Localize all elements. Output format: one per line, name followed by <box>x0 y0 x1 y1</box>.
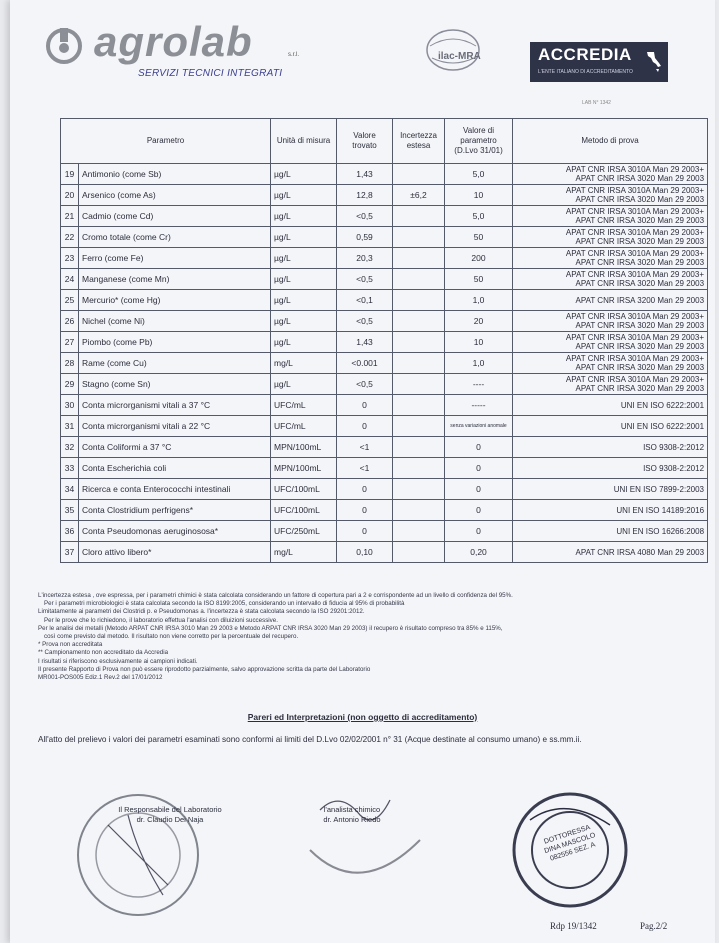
limit-cell: ----- <box>445 395 513 416</box>
parameter-cell: Manganese (come Mn) <box>79 269 271 290</box>
uncertainty-cell <box>393 521 445 542</box>
table-row <box>61 395 708 416</box>
unit-cell: µg/L <box>271 290 337 311</box>
parameter-cell: Mercurio* (come Hg) <box>79 290 271 311</box>
col-header-unita: Unità di misura <box>271 119 337 164</box>
ilac-label: ilac-MRA <box>438 51 481 62</box>
value-cell: 20,3 <box>337 248 393 269</box>
note-line: Per le prove che lo richiedono, il laboratorio effettua l'analisi con diluizioni successive. <box>44 616 278 624</box>
method-line: UNI EN ISO 14189:2016 <box>616 505 705 515</box>
value-cell: <0,5 <box>337 374 393 395</box>
row-number-cell: 32 <box>61 437 79 458</box>
uncertainty-cell <box>393 311 445 332</box>
logo-subtitle: SERVIZI TECNICI INTEGRATI <box>138 68 283 79</box>
logo-wordmark: agrolab <box>94 18 253 65</box>
note-line: I risultati si riferiscono esclusivamente ai campioni indicati. <box>38 657 198 665</box>
note-line: L'incertezza estesa , ove espressa, per i parametri chimici è stata calcolata considerando un fattore di copertura pari a 2 e corrispondente ad un livello di confidenza del 95%. <box>38 592 513 599</box>
table-row <box>61 416 708 437</box>
method-line: APAT CNR IRSA 3020 Man 29 2003 <box>575 384 705 393</box>
method-cell <box>513 479 708 500</box>
value-cell: 12,8 <box>337 185 393 206</box>
limit-cell: 1,0 <box>445 353 513 374</box>
method-cell <box>513 185 708 206</box>
method-cell <box>513 395 708 416</box>
row-number-cell: 23 <box>61 248 79 269</box>
row-number-cell: 37 <box>61 542 79 563</box>
table-row <box>61 479 708 500</box>
parameter-cell: Conta Clostridium perfrigens* <box>79 500 271 521</box>
unit-cell: µg/L <box>271 248 337 269</box>
parameter-cell: Cromo totale (come Cr) <box>79 227 271 248</box>
table-row <box>61 248 708 269</box>
method-cell <box>513 437 708 458</box>
note-line: così come previsto dal metodo. Il risultato non viene corretto per la percentuale del recupero. <box>44 633 299 641</box>
method-line: APAT CNR IRSA 3020 Man 29 2003 <box>575 237 705 246</box>
uncertainty-cell <box>393 353 445 374</box>
unit-cell: µg/L <box>271 185 337 206</box>
method-cell <box>513 521 708 542</box>
row-number-cell: 30 <box>61 395 79 416</box>
uncertainty-cell: ±6,2 <box>393 185 445 206</box>
parameter-cell: Rame (come Cu) <box>79 353 271 374</box>
stamp-text: DOTTORESSA DINA MASCOLO 082556 SEZ. A <box>543 824 597 863</box>
table-row <box>61 374 708 395</box>
method-line: UNI EN ISO 16266:2008 <box>616 526 705 536</box>
method-line: APAT CNR IRSA 3020 Man 29 2003 <box>575 216 705 225</box>
row-number-cell: 28 <box>61 353 79 374</box>
lab-number: LAB N° 1342 <box>582 100 611 106</box>
report-notes <box>38 592 698 682</box>
uncertainty-cell <box>393 290 445 311</box>
unit-cell: mg/L <box>271 542 337 563</box>
agrolab-emblem-icon <box>42 22 90 70</box>
uncertainty-cell <box>393 479 445 500</box>
table-row <box>61 353 708 374</box>
note-line: Limitatamente ai parametri dei Clostridi p. e Pseudomonas a. l'incertezza è stata calcolata secondo la ISO 29201:2012. <box>38 608 365 616</box>
report-page <box>10 0 715 943</box>
parameter-cell: Stagno (come Sn) <box>79 374 271 395</box>
method-line: APAT CNR IRSA 3020 Man 29 2003 <box>575 174 705 183</box>
limit-cell: ---- <box>445 374 513 395</box>
limit-cell: 10 <box>445 185 513 206</box>
uncertainty-cell <box>393 332 445 353</box>
parameter-cell: Cloro attivo libero* <box>79 542 271 563</box>
accredia-subtitle: L'ENTE ITALIANO DI ACCREDITAMENTO <box>538 69 633 75</box>
uncertainty-cell <box>393 164 445 185</box>
method-cell <box>513 500 708 521</box>
uncertainty-cell <box>393 227 445 248</box>
parameter-cell: Nichel (come Ni) <box>79 311 271 332</box>
method-cell <box>513 353 708 374</box>
unit-cell: MPN/100mL <box>271 437 337 458</box>
limit-cell: 5,0 <box>445 206 513 227</box>
method-line: APAT CNR IRSA 3010A Man 29 2003+ <box>565 333 705 342</box>
method-cell <box>513 227 708 248</box>
value-cell: <0,5 <box>337 269 393 290</box>
table-row <box>61 290 708 311</box>
analyst-name: dr. Antonio Riedo <box>323 815 381 824</box>
value-cell: 0 <box>337 521 393 542</box>
table-row <box>61 500 708 521</box>
unit-cell: µg/L <box>271 164 337 185</box>
col-header-metodo: Metodo di prova <box>513 119 708 164</box>
col-header-parametro: Parametro <box>61 119 271 164</box>
method-line: APAT CNR IRSA 3020 Man 29 2003 <box>575 279 705 288</box>
table-row <box>61 458 708 479</box>
method-cell <box>513 290 708 311</box>
parameter-cell: Ricerca e conta Enterococchi intestinali <box>79 479 271 500</box>
method-cell <box>513 374 708 395</box>
row-number-cell: 24 <box>61 269 79 290</box>
note-line: Per le analisi dei metalli (Metodo ARPAT CNR IRSA 3010 Man 29 2003 e Metodo ARPAT CNR IRSA 3020 Man 29 2003) il recupero è risultato compreso tra 85% e 115%, <box>38 624 503 632</box>
value-cell: 0 <box>337 479 393 500</box>
row-number-cell: 20 <box>61 185 79 206</box>
method-cell <box>513 164 708 185</box>
accredia-logo <box>530 42 668 82</box>
table-row <box>61 437 708 458</box>
uncertainty-cell <box>393 395 445 416</box>
unit-cell: MPN/100mL <box>271 458 337 479</box>
note-line: ** Campionamento non accreditato da Accredia <box>38 649 169 657</box>
parameter-cell: Piombo (come Pb) <box>79 332 271 353</box>
parameter-cell: Conta Coliformi a 37 °C <box>79 437 271 458</box>
unit-cell: UFC/250mL <box>271 521 337 542</box>
limit-cell: 10 <box>445 332 513 353</box>
table-row <box>61 206 708 227</box>
table-row <box>61 227 708 248</box>
pareri-text: All'atto del prelievo i valori dei parametri esaminati sono conformi ai limiti del D.Lvo 02/02/2001 n° 31 (Acque destinate al consumo umano) e ss.mm.ii. <box>38 735 582 744</box>
method-line: APAT CNR IRSA 3010A Man 29 2003+ <box>565 165 705 174</box>
row-number-cell: 36 <box>61 521 79 542</box>
row-number-cell: 29 <box>61 374 79 395</box>
method-cell <box>513 542 708 563</box>
unit-cell: µg/L <box>271 269 337 290</box>
method-line: APAT CNR IRSA 3020 Man 29 2003 <box>575 363 705 372</box>
method-line: UNI EN ISO 6222:2001 <box>620 421 705 431</box>
parameter-cell: Conta Escherichia coli <box>79 458 271 479</box>
row-number-cell: 25 <box>61 290 79 311</box>
analyst-signature-block <box>292 805 412 825</box>
parameter-cell: Conta microrganismi vitali a 37 °C <box>79 395 271 416</box>
limit-cell: 0 <box>445 437 513 458</box>
logo-suffix: s.r.l. <box>288 52 300 58</box>
table-body <box>61 164 708 563</box>
table-row <box>61 311 708 332</box>
col-header-incertezza: Incertezza estesa <box>393 119 445 164</box>
page-number: Pag.2/2 <box>640 921 668 931</box>
col-header-limite: Valore di parametro (D.Lvo 31/01) <box>445 119 513 164</box>
method-cell <box>513 458 708 479</box>
parameter-cell: Conta microrganismi vitali a 22 °C <box>79 416 271 437</box>
uncertainty-cell <box>393 458 445 479</box>
parameter-cell: Conta Pseudomonas aeruginososa* <box>79 521 271 542</box>
method-line: APAT CNR IRSA 3200 Man 29 2003 <box>575 295 705 305</box>
unit-cell: UFC/100mL <box>271 479 337 500</box>
accredia-name: ACCREDIA <box>538 45 632 64</box>
limit-cell: 0 <box>445 479 513 500</box>
unit-cell: mg/L <box>271 353 337 374</box>
uncertainty-cell <box>393 248 445 269</box>
unit-cell: µg/L <box>271 374 337 395</box>
limit-cell: 200 <box>445 248 513 269</box>
table-row <box>61 521 708 542</box>
table-row <box>61 332 708 353</box>
report-code: Rdp 19/1342 <box>550 921 597 931</box>
value-cell: 0 <box>337 395 393 416</box>
value-cell: <1 <box>337 437 393 458</box>
responsabile-name: dr. Claudio Dei Naja <box>136 815 204 824</box>
value-cell: 0 <box>337 416 393 437</box>
value-cell: 1,43 <box>337 164 393 185</box>
method-cell <box>513 248 708 269</box>
method-line: APAT CNR IRSA 3010A Man 29 2003+ <box>565 354 705 363</box>
limit-cell: 50 <box>445 227 513 248</box>
method-line: UNI EN ISO 7899-2:2003 <box>613 484 705 494</box>
parameter-cell: Arsenico (come As) <box>79 185 271 206</box>
limit-cell: senza variazioni anomale <box>445 416 513 437</box>
limit-cell: 0 <box>445 500 513 521</box>
value-cell: <0,5 <box>337 206 393 227</box>
parameter-cell: Ferro (come Fe) <box>79 248 271 269</box>
note-line: MR001-POS005 Ediz.1 Rev.2 del 17/01/2012 <box>38 674 163 682</box>
row-number-cell: 26 <box>61 311 79 332</box>
table-header-row <box>61 119 708 164</box>
table-row <box>61 542 708 563</box>
agrolab-logo <box>42 18 312 82</box>
note-line: * Prova non accreditata <box>38 641 103 649</box>
method-line: UNI EN ISO 6222:2001 <box>620 400 705 410</box>
method-line: ISO 9308-2:2012 <box>643 463 705 473</box>
uncertainty-cell <box>393 269 445 290</box>
uncertainty-cell <box>393 500 445 521</box>
uncertainty-cell <box>393 206 445 227</box>
unit-cell: µg/L <box>271 311 337 332</box>
row-number-cell: 35 <box>61 500 79 521</box>
unit-cell: µg/L <box>271 206 337 227</box>
method-cell <box>513 311 708 332</box>
analyst-title: l'analista chimico <box>323 805 381 814</box>
method-line: APAT CNR IRSA 3010A Man 29 2003+ <box>565 312 705 321</box>
limit-cell: 50 <box>445 269 513 290</box>
method-line: APAT CNR IRSA 3010A Man 29 2003+ <box>565 270 705 279</box>
value-cell: 0,59 <box>337 227 393 248</box>
parameter-cell: Cadmio (come Cd) <box>79 206 271 227</box>
responsabile-signature-block <box>90 805 250 825</box>
method-cell <box>513 269 708 290</box>
value-cell: <0,1 <box>337 290 393 311</box>
method-line: APAT CNR IRSA 3020 Man 29 2003 <box>575 342 705 351</box>
limit-cell: 0 <box>445 458 513 479</box>
pareri-title: Pareri ed Interpretazioni (non oggetto di accreditamento) <box>247 712 478 722</box>
row-number-cell: 22 <box>61 227 79 248</box>
note-line: Il presente Rapporto di Prova non può essere riprodotto parzialmente, salvo approvazione scritta da parte del Laboratorio <box>38 665 371 673</box>
table-row <box>61 269 708 290</box>
value-cell: <0.001 <box>337 353 393 374</box>
responsabile-title: Il Responsabile del Laboratorio <box>118 805 222 814</box>
value-cell: 0 <box>337 500 393 521</box>
limit-cell: 1,0 <box>445 290 513 311</box>
unit-cell: UFC/100mL <box>271 500 337 521</box>
value-cell: 0,10 <box>337 542 393 563</box>
method-cell <box>513 206 708 227</box>
italy-map-icon <box>644 50 662 74</box>
method-line: APAT CNR IRSA 3010A Man 29 2003+ <box>565 375 705 384</box>
method-line: APAT CNR IRSA 3010A Man 29 2003+ <box>565 249 705 258</box>
results-table <box>60 118 708 563</box>
unit-cell: µg/L <box>271 332 337 353</box>
limit-cell: 0,20 <box>445 542 513 563</box>
value-cell: 1,43 <box>337 332 393 353</box>
value-cell: <0,5 <box>337 311 393 332</box>
value-cell: <1 <box>337 458 393 479</box>
uncertainty-cell <box>393 437 445 458</box>
method-line: APAT CNR IRSA 3010A Man 29 2003+ <box>565 207 705 216</box>
parameter-cell: Antimonio (come Sb) <box>79 164 271 185</box>
row-number-cell: 34 <box>61 479 79 500</box>
table-row <box>61 185 708 206</box>
method-line: APAT CNR IRSA 3010A Man 29 2003+ <box>565 228 705 237</box>
row-number-cell: 27 <box>61 332 79 353</box>
method-line: APAT CNR IRSA 3020 Man 29 2003 <box>575 321 705 330</box>
method-line: APAT CNR IRSA 3020 Man 29 2003 <box>575 258 705 267</box>
limit-cell: 5,0 <box>445 164 513 185</box>
row-number-cell: 21 <box>61 206 79 227</box>
row-number-cell: 19 <box>61 164 79 185</box>
report-header <box>10 0 715 110</box>
table-row <box>61 164 708 185</box>
uncertainty-cell <box>393 416 445 437</box>
method-cell <box>513 332 708 353</box>
col-header-valore: Valore trovato <box>337 119 393 164</box>
limit-cell: 0 <box>445 521 513 542</box>
unit-cell: µg/L <box>271 227 337 248</box>
row-number-cell: 33 <box>61 458 79 479</box>
row-number-cell: 31 <box>61 416 79 437</box>
method-line: APAT CNR IRSA 3020 Man 29 2003 <box>575 195 705 204</box>
method-line: APAT CNR IRSA 4080 Man 29 2003 <box>575 547 705 557</box>
method-line: ISO 9308-2:2012 <box>643 442 705 452</box>
unit-cell: UFC/mL <box>271 416 337 437</box>
limit-cell: 20 <box>445 311 513 332</box>
method-line: APAT CNR IRSA 3010A Man 29 2003+ <box>565 186 705 195</box>
note-line: Per i parametri microbiologici è stata calcolata secondo la ISO 8199:2005, considerando un intervallo di fiducia al 95% di probabilità <box>44 600 405 608</box>
uncertainty-cell <box>393 374 445 395</box>
uncertainty-cell <box>393 542 445 563</box>
unit-cell: UFC/mL <box>271 395 337 416</box>
method-cell <box>513 416 708 437</box>
